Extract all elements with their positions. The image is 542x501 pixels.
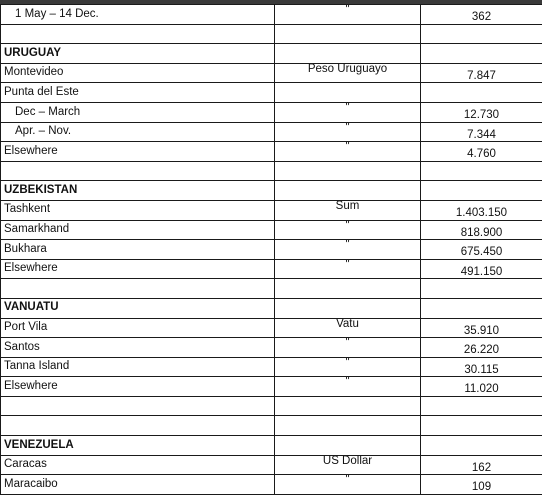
empty-cell <box>1 24 275 44</box>
empty-cell <box>1 396 275 416</box>
currency-cell: " <box>275 475 421 495</box>
blank-row <box>1 24 542 44</box>
table-row <box>1 377 542 397</box>
rate-value-cell: 491.150 <box>421 259 542 279</box>
currency-cell: Vatu <box>275 318 421 338</box>
currency-cell: " <box>275 220 421 240</box>
rate-table-sheet <box>0 4 542 495</box>
empty-cell <box>275 44 421 64</box>
currency-cell: US Dollar <box>275 455 421 475</box>
currency-cell: Sum <box>275 200 421 220</box>
rate-value-cell: 11.020 <box>421 377 542 397</box>
empty-cell <box>275 181 421 201</box>
currency-cell: " <box>275 122 421 142</box>
empty-cell <box>421 396 542 416</box>
rate-value-cell: 109 <box>421 475 542 495</box>
blank-row <box>1 161 542 181</box>
location-cell: Elsewhere <box>1 259 275 279</box>
location-cell: Maracaibo <box>1 475 275 495</box>
location-cell: Apr. – Nov. <box>1 122 275 142</box>
blank-row <box>1 279 542 299</box>
location-cell: Caracas <box>1 455 275 475</box>
location-cell: Elsewhere <box>1 142 275 162</box>
currency-cell: " <box>275 102 421 122</box>
empty-cell <box>421 181 542 201</box>
empty-cell <box>275 279 421 299</box>
table-row <box>1 122 542 142</box>
currency-cell: Peso Uruguayo <box>275 63 421 83</box>
table-row <box>1 357 542 377</box>
country-name: UZBEKISTAN <box>1 181 275 201</box>
empty-cell <box>275 161 421 181</box>
empty-cell <box>421 24 542 44</box>
currency-cell <box>275 83 421 103</box>
rate-value-cell: 30.115 <box>421 357 542 377</box>
empty-cell <box>275 396 421 416</box>
table-row <box>1 83 542 103</box>
empty-cell <box>421 279 542 299</box>
location-cell: Tashkent <box>1 200 275 220</box>
location-cell: 1 May – 14 Dec. <box>1 5 275 25</box>
empty-cell <box>275 416 421 436</box>
table-row <box>1 63 542 83</box>
currency-cell: " <box>275 142 421 162</box>
table-row <box>1 5 542 25</box>
table-body <box>1 5 542 495</box>
location-cell: Port Vila <box>1 318 275 338</box>
location-cell: Tanna Island <box>1 357 275 377</box>
rate-value-cell: 7.847 <box>421 63 542 83</box>
empty-cell <box>421 44 542 64</box>
country-name: URUGUAY <box>1 44 275 64</box>
rate-value-cell: 675.450 <box>421 240 542 260</box>
table-row <box>1 475 542 495</box>
rate-value-cell: 12.730 <box>421 102 542 122</box>
empty-cell <box>421 436 542 456</box>
empty-cell <box>421 298 542 318</box>
empty-cell <box>1 416 275 436</box>
table-row <box>1 200 542 220</box>
location-cell: Santos <box>1 338 275 358</box>
location-cell: Samarkhand <box>1 220 275 240</box>
currency-cell: " <box>275 338 421 358</box>
empty-cell <box>421 416 542 436</box>
empty-cell <box>1 279 275 299</box>
currency-cell: " <box>275 357 421 377</box>
country-heading-row <box>1 298 542 318</box>
empty-cell <box>275 298 421 318</box>
blank-row <box>1 396 542 416</box>
currency-cell: " <box>275 5 421 25</box>
table-row <box>1 102 542 122</box>
table-row <box>1 338 542 358</box>
location-cell: Bukhara <box>1 240 275 260</box>
location-cell: Elsewhere <box>1 377 275 397</box>
rate-value-cell: 162 <box>421 455 542 475</box>
country-heading-row <box>1 44 542 64</box>
country-name: VENEZUELA <box>1 436 275 456</box>
country-name: VANUATU <box>1 298 275 318</box>
country-heading-row <box>1 181 542 201</box>
currency-cell: " <box>275 240 421 260</box>
rate-value-cell: 7.344 <box>421 122 542 142</box>
country-heading-row <box>1 436 542 456</box>
table-row <box>1 142 542 162</box>
rate-value-cell: 362 <box>421 5 542 25</box>
per-diem-rates-table <box>0 4 542 495</box>
location-cell: Punta del Este <box>1 83 275 103</box>
currency-cell: " <box>275 377 421 397</box>
rate-value-cell <box>421 83 542 103</box>
table-row <box>1 318 542 338</box>
rate-value-cell: 4.760 <box>421 142 542 162</box>
table-row <box>1 240 542 260</box>
rate-value-cell: 35.910 <box>421 318 542 338</box>
rate-value-cell: 818.900 <box>421 220 542 240</box>
empty-cell <box>275 24 421 44</box>
currency-cell: " <box>275 259 421 279</box>
empty-cell <box>275 436 421 456</box>
blank-row <box>1 416 542 436</box>
table-row <box>1 455 542 475</box>
location-cell: Dec – March <box>1 102 275 122</box>
table-row <box>1 259 542 279</box>
empty-cell <box>421 161 542 181</box>
location-cell: Montevideo <box>1 63 275 83</box>
rate-value-cell: 26.220 <box>421 338 542 358</box>
table-row <box>1 220 542 240</box>
empty-cell <box>1 161 275 181</box>
rate-value-cell: 1.403.150 <box>421 200 542 220</box>
